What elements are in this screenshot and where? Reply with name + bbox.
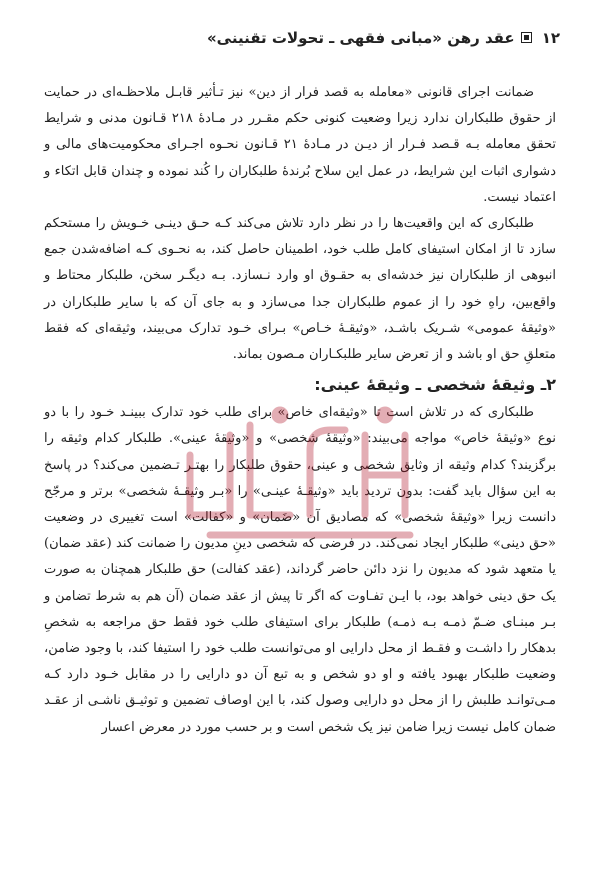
paragraph-3: طلبکاری که در تلاش است تا «وثیقه‌ای خاص» برای طلب خود تدارک ببینـد خـود را با دو نوع «وثیقۀ خاص» مواجه می‌بیند: «وثیقۀ شخصی» و «وثیقۀ عینی». طلبکار کدام وثیقه را برگزیند؟ کدام وثیقه از وثایق شخصی و عینی، حقوق طلبکار را بهتـر تـضمین می‌کند؟ در پاسخ به این سؤال باید گفت: بدون تردید باید «وثیقـۀ عینـی» را «بـر وثیقـۀ شخصی» برتر و مرجّح دانست زیرا «وثیقۀ شخصی» که مصادیق آن «ضَمان» و «کفالت» است تغییری در وضعیت «حق دینی» طلبکار ایجاد نمی‌کند. در فرضی که شخصی دینِ مدیون را ضمانت کند (عقد ضمان) یا متعهد شود که مدیون را نزد دائن حاضر گرداند، (عقد کفالت) حق طلبکار همچنان به صورت یک حق دینی خواهد بود، با ایـن تفـاوت که اگر تا پیش از عقد ضمان (آن هم به شرط تضامن و بـر مبنـای ضـمّ ذمـه بـه ذمـه) طلبکار برای استیفای طلب خود فقط حق مراجعه به شخصِ بدهکار را داشـت و فقـط از محل دارایی او می‌توانست طلب خود را استیفا کند، با وجود ضامن، وضعیت طلبکار بهبود یافته و او دو شخص و به تبع آن دو دارایی را در مقابل خـود دارد کـه مـی‌توانـد طلبش را از محل دو دارایی وصول کند، با این اوصاف تضمین و توثیـق ناشـی از عقـد ضمان کامل نیست زیرا ضامن نیز یک شخص است و بر حسب مورد در معرض اعسار: [44, 405, 556, 735]
square-bullet-icon: [521, 32, 532, 43]
section-heading: ۲ـ وثیقۀ شخصی ـ وثیقۀ عینی:: [314, 375, 556, 395]
running-header: [40, 24, 560, 52]
paragraph-1: ضمانت اجرای قانونی «معامله به قصد فرار از دین» نیز تـأثیر قابـل ملاحظـه‌ای در حمایت از حقوق طلبکاران ندارد زیرا وضعیت کنونی حکم مقـرر در مـادۀ ۲۱۸ قـانون مدنی و شرایط تحقق معامله بـه قـصد فـرار از دیـن در مـادۀ ۲۱ قـانون نحـوه اجـرای محکومیت‌های مالی و دشواری اثبات این شرایط، در عمل این سلاح بُرندۀ طلبکاران را کُند نموده و چندان قابل اتکاء و اعتماد نیست.: [44, 85, 556, 205]
page-number: ۱۲: [541, 29, 560, 47]
running-title: عقد رهن «مبانی فقهی ـ تحولات تقنینی»: [206, 29, 515, 47]
body-text: [44, 80, 556, 741]
paragraph-2: طلبکاری که این واقعیت‌ها را در نظر دارد تلاش می‌کند کـه حـق دینـی خـویش را مستحکم سازد تا از امکان استیفای کامل طلب خود، اطمینان حاصل کند، به نحـوی کـه اضافه‌شدن جمع انبوهی از طلبکاران نیز خدشه‌ای به حقـوق او وارد نـسازد. بـه دیگـر سخن، طلبکار محتاط و واقع‌بین، راهِ خود را از عموم طلبکاران جدا می‌سازد و به جای آن که با سایر طلبکاران در «وثیقۀ عمومی» شـریک باشـد، «وثیقـۀ خـاص» بـرای خـود تدارک می‌بیند، وثیقه‌ای که فقط متعلقِ حق او باشد و از تعرض سایر طلبکـاران مـصون بماند.: [44, 216, 556, 363]
